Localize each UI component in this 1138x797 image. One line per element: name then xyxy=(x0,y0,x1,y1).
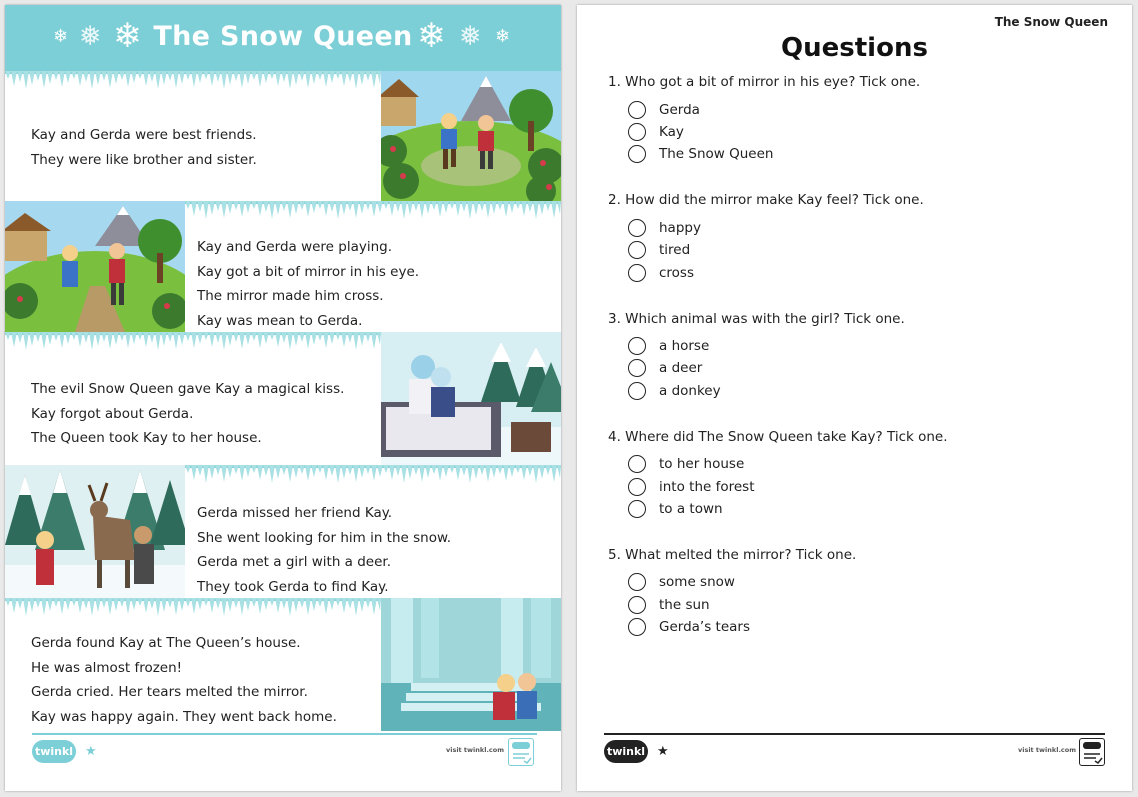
option-label: cross xyxy=(659,265,695,281)
question-text: 2. How did the mirror make Kay feel? Tick one. xyxy=(608,192,924,208)
page-title: Questions xyxy=(781,33,928,63)
option-label: a deer xyxy=(659,360,703,376)
option-label: Gerda’s tears xyxy=(659,619,750,635)
snowflake-icon: ❅ xyxy=(79,21,102,52)
snowflake-icon: ❄ xyxy=(495,26,511,47)
story-line: Gerda met a girl with a deer. xyxy=(197,554,392,570)
story-line: Kay and Gerda were best friends. xyxy=(31,127,257,143)
story-page xyxy=(5,5,561,791)
question-text: 5. What melted the mirror? Tick one. xyxy=(608,547,857,563)
option-label: a donkey xyxy=(659,383,721,399)
visit-link[interactable]: visit twinkl.com xyxy=(1018,746,1077,754)
story-panel-2 xyxy=(5,201,561,332)
question-text: 4. Where did The Snow Queen take Kay? Tick one. xyxy=(608,429,948,445)
option-label: some snow xyxy=(659,574,735,590)
story-title: The Snow Queen xyxy=(153,21,413,52)
option-label: The Snow Queen xyxy=(659,146,774,162)
option-label: the sun xyxy=(659,597,710,613)
option-label: Kay xyxy=(659,124,684,140)
option-label: into the forest xyxy=(659,479,755,495)
snowflake-icon: ❄ xyxy=(417,16,446,56)
story-panel-5 xyxy=(5,598,561,731)
quality-badge-icon xyxy=(508,738,534,766)
illustration-girl-with-deer xyxy=(5,465,185,598)
panel-text xyxy=(31,631,337,729)
option-label: Gerda xyxy=(659,102,700,118)
story-line: Kay was happy again. They went back home. xyxy=(31,708,337,725)
footer-divider xyxy=(604,733,1105,735)
question-5 xyxy=(608,547,857,635)
story-line: Kay forgot about Gerda. xyxy=(31,405,194,422)
story-header xyxy=(5,5,561,71)
snowflake-icon: ❄ xyxy=(113,16,142,56)
tick-circle[interactable] xyxy=(628,382,646,400)
question-1 xyxy=(608,74,921,162)
panel-text xyxy=(31,123,257,172)
questions-page xyxy=(577,5,1132,791)
visit-link[interactable]: visit twinkl.com xyxy=(446,746,505,754)
tick-circle[interactable] xyxy=(628,145,646,163)
star-icon: ★ xyxy=(657,744,669,759)
story-line: They took Gerda to find Kay. xyxy=(197,578,389,595)
footer-divider xyxy=(32,733,537,735)
snowflake-icon: ❅ xyxy=(459,21,482,52)
question-4 xyxy=(608,429,948,517)
icicle-border xyxy=(5,71,381,93)
story-line: Gerda cried. Her tears melted the mirror. xyxy=(31,684,308,700)
story-line: The evil Snow Queen gave Kay a magical kiss. xyxy=(31,381,345,397)
panel-text xyxy=(197,501,451,599)
tick-circle[interactable] xyxy=(628,337,646,355)
story-line: They were like brother and sister. xyxy=(31,151,257,168)
tick-circle[interactable] xyxy=(628,618,646,636)
icicle-border xyxy=(185,465,561,487)
tick-circle[interactable] xyxy=(628,596,646,614)
illustration-gerda-kay-playing xyxy=(381,71,561,201)
tick-circle[interactable] xyxy=(628,478,646,496)
story-line: He was almost frozen! xyxy=(31,659,183,676)
tick-circle[interactable] xyxy=(628,359,646,377)
story-line: The Queen took Kay to her house. xyxy=(31,430,262,446)
tick-circle[interactable] xyxy=(628,123,646,141)
panel-text xyxy=(31,377,344,451)
question-text: 3. Which animal was with the girl? Tick one. xyxy=(608,311,905,327)
tick-circle[interactable] xyxy=(628,455,646,473)
twinkl-logo[interactable]: twinkl xyxy=(32,740,76,763)
option-label: to her house xyxy=(659,456,745,472)
star-icon: ★ xyxy=(85,744,97,759)
story-line: The mirror made him cross. xyxy=(197,288,384,304)
story-line: Kay was mean to Gerda. xyxy=(197,312,363,329)
story-line: She went looking for him in the snow. xyxy=(197,529,452,546)
option-label: to a town xyxy=(659,501,723,517)
twinkl-logo[interactable]: twinkl xyxy=(604,740,648,763)
story-panel-1 xyxy=(5,71,561,201)
illustration-snow-queen-sleigh xyxy=(381,332,561,465)
question-text: 1. Who got a bit of mirror in his eye? Tick one. xyxy=(608,74,921,90)
icicle-border xyxy=(5,598,381,620)
panel-text xyxy=(197,235,419,333)
icicle-border xyxy=(185,201,561,223)
option-label: happy xyxy=(659,220,701,236)
illustration-ice-palace xyxy=(381,598,561,731)
tick-circle[interactable] xyxy=(628,219,646,237)
icicle-border xyxy=(5,332,381,354)
tick-circle[interactable] xyxy=(628,500,646,518)
option-label: tired xyxy=(659,242,691,258)
question-2 xyxy=(608,192,924,281)
header-title: The Snow Queen xyxy=(994,15,1108,29)
story-line: Gerda missed her friend Kay. xyxy=(197,505,393,521)
story-line: Gerda found Kay at The Queen’s house. xyxy=(31,635,301,651)
quality-badge-icon xyxy=(1079,738,1105,766)
tick-circle[interactable] xyxy=(628,264,646,282)
snowflake-icon: ❄ xyxy=(53,26,69,47)
tick-circle[interactable] xyxy=(628,101,646,119)
story-panel-3 xyxy=(5,332,561,465)
question-3 xyxy=(608,311,905,399)
option-label: a horse xyxy=(659,338,710,354)
tick-circle[interactable] xyxy=(628,241,646,259)
story-line: Kay and Gerda were playing. xyxy=(197,239,393,255)
story-line: Kay got a bit of mirror in his eye. xyxy=(197,263,420,280)
illustration-kay-mirror-eye xyxy=(5,201,185,332)
tick-circle[interactable] xyxy=(628,573,646,591)
story-panel-4 xyxy=(5,465,561,598)
